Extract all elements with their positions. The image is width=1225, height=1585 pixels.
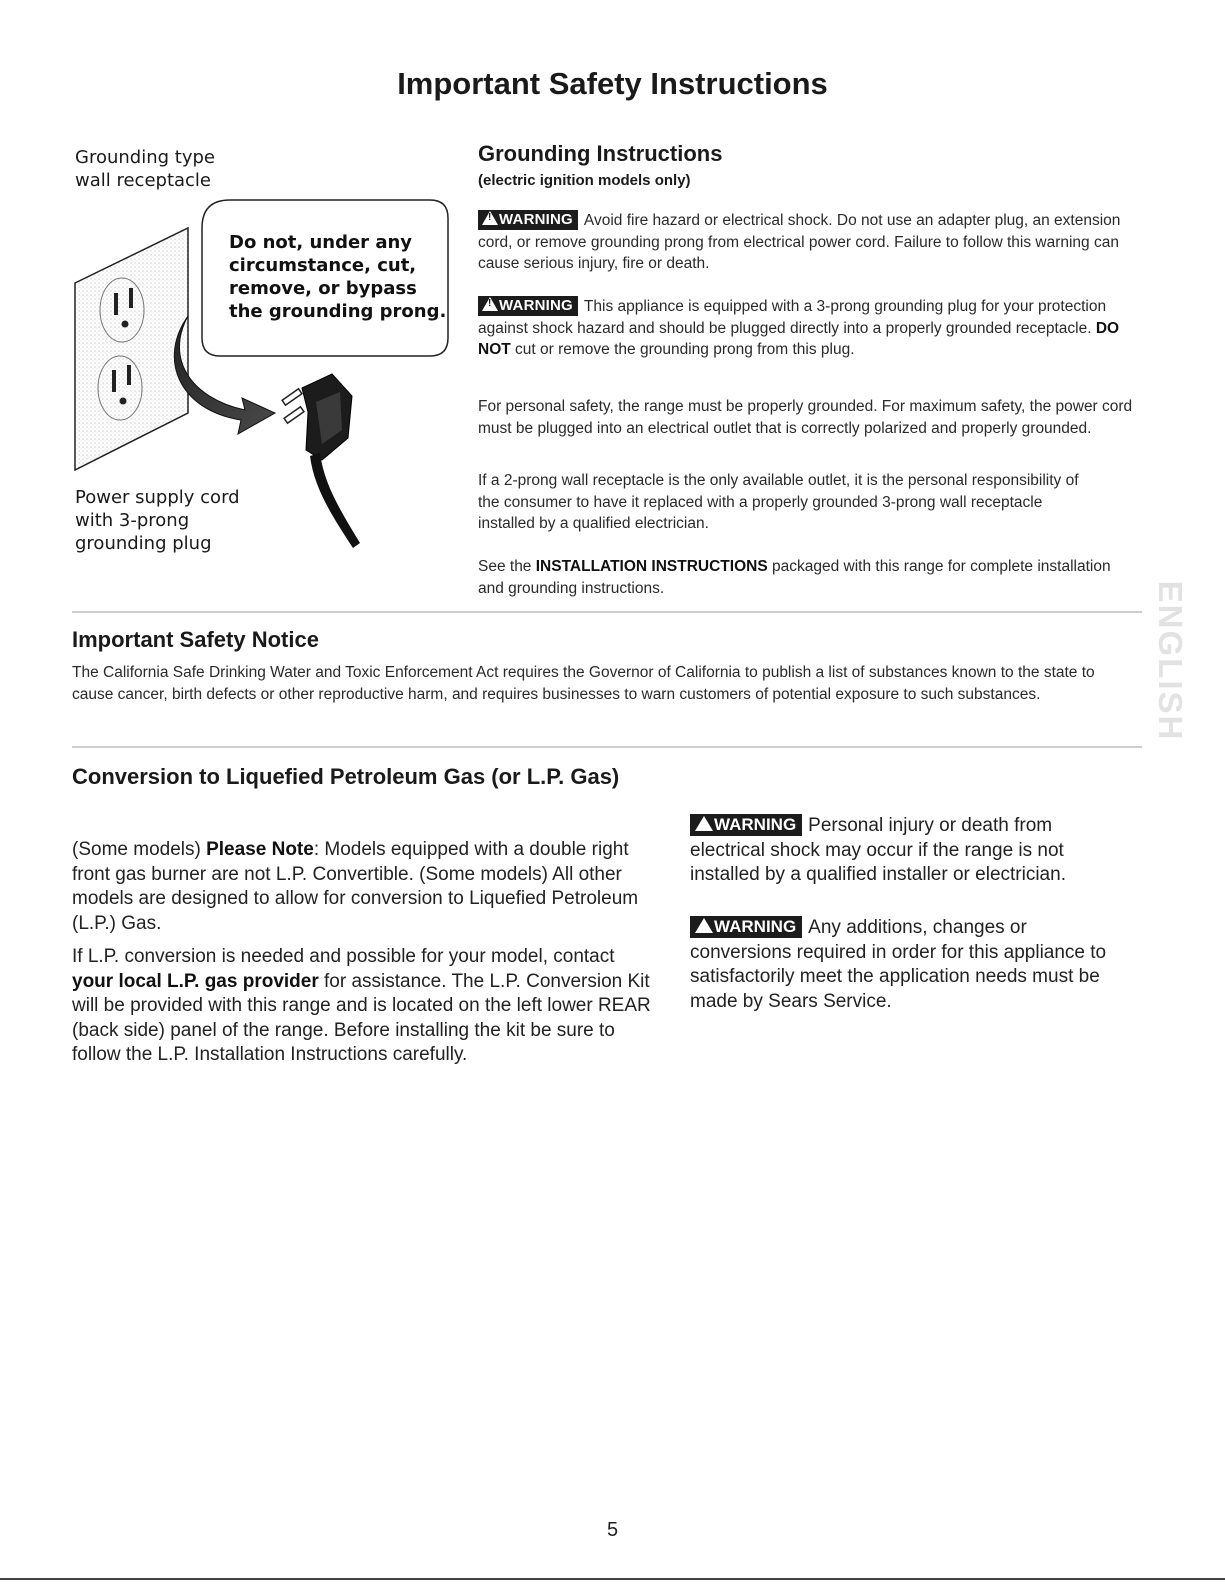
warning-triangle-icon <box>695 918 713 933</box>
warning-badge <box>478 210 578 230</box>
warning-triangle-icon <box>482 297 498 311</box>
warning-text: Any additions, changes or conversions required in order for this appliance to satisfactorily meet the application needs must be made by Sears Service. <box>690 917 1107 1012</box>
page-number: 5 <box>606 1519 619 1541</box>
callout-text <box>229 231 446 323</box>
receptacle-label-line: wall receptacle <box>75 170 212 191</box>
callout-line: circumstance, cut, <box>229 255 417 276</box>
notice-text: The California Safe Drinking Water and Toxic Enforcement Act requires the Governor of California to publish a list of substances known to the state to cause cancer, birth defects or other reproductive harm, and requires businesses to warn customers of potential exposure to such substances. <box>72 664 1095 703</box>
warning-text: cut or remove the grounding prong from this plug. <box>515 341 855 358</box>
para-text: packaged with this range for complete installation and grounding instructions. <box>478 558 1111 597</box>
grounding-heading: Grounding Instructions <box>478 141 723 166</box>
receptacle-label-line: Grounding type <box>75 147 215 168</box>
warning-label: WARNING <box>714 917 797 936</box>
warning-text: Avoid fire hazard or electrical shock. Do not use an adapter plug, an extension cord, or remove grounding prong from electrical power cord. Failure to follow this warning can cause serious injury, fire or death. <box>478 212 1121 272</box>
grounding-paragraph-1: For personal safety, the range must be properly grounded. For maximum safety, the power cord must be plugged into an electrical outlet that is correctly polarized and properly grounded. <box>478 398 1133 437</box>
warning-text: Personal injury or death from electrical shock may occur if the range is not installed by a qualified installer or electrician. <box>690 815 1066 885</box>
warning-emphasis: DO NOT <box>478 319 1120 358</box>
cord-label-line: Power supply cord <box>75 487 240 508</box>
notice-heading: Important Safety Notice <box>72 627 319 652</box>
para-text: for assistance. The L.P. Conversion Kit will be provided with this range and is located on the left lower REAR (back side) panel of the range. Before installing the kit be sure to follow the L.P. Installation Instructions carefully. <box>72 970 651 1065</box>
grounding-warning-1 <box>478 210 1148 275</box>
para-text: (Some models) <box>72 839 201 860</box>
installation-instructions-emphasis: INSTALLATION INSTRUCTIONS <box>535 558 768 575</box>
callout-line: remove, or bypass <box>229 278 417 299</box>
warning-label: WARNING <box>499 297 573 314</box>
side-tab-label: ENGLISH <box>1152 580 1189 742</box>
lp-warning-1 <box>690 814 1130 888</box>
receptacle-label <box>75 146 215 192</box>
please-note-emphasis: Please Note <box>206 839 314 860</box>
warning-label: WARNING <box>714 815 797 834</box>
cord-label <box>75 486 240 555</box>
warning-badge <box>478 296 578 316</box>
warning-badge <box>690 916 802 938</box>
grounding-warning-2 <box>478 296 1143 361</box>
page-title: Important Safety Instructions <box>397 66 828 101</box>
plug-icon <box>282 374 360 548</box>
gas-provider-emphasis: your local L.P. gas provider <box>72 970 319 992</box>
callout-line: Do not, under any <box>229 232 413 253</box>
divider <box>72 746 1142 748</box>
grounding-paragraph-3 <box>478 556 1128 599</box>
lp-heading: Conversion to Liquefied Petroleum Gas (or L.P. Gas) <box>72 764 620 789</box>
warning-label: WARNING <box>499 211 573 228</box>
warning-triangle-icon <box>482 211 498 225</box>
lp-paragraph-1 <box>72 838 657 936</box>
cord-label-line: grounding plug <box>75 533 212 554</box>
warning-text: This appliance is equipped with a 3-prong grounding plug for your protection against shock hazard and should be plugged directly into a properly grounded receptacle. <box>478 298 1107 337</box>
bottom-rule <box>0 1578 1225 1580</box>
language-side-tab <box>1150 574 1189 744</box>
para-text: See the <box>478 558 532 575</box>
divider <box>72 611 1142 613</box>
para-text: If L.P. conversion is needed and possible for your model, contact <box>72 946 615 967</box>
warning-badge <box>690 814 802 836</box>
lp-warning-2 <box>690 916 1130 1014</box>
grounding-paragraph-2: If a 2-prong wall receptacle is the only available outlet, it is the personal responsibility of the consumer to have it replaced with a properly grounded 3-prong wall receptacle installed by a qualified electrician. <box>478 472 1079 532</box>
cord-label-line: with 3-prong <box>75 510 190 531</box>
lp-paragraph-2 <box>72 945 657 1068</box>
wall-receptacle-icon <box>75 228 188 470</box>
callout-line: the grounding prong. <box>229 301 447 322</box>
para-text: : Models equipped with a double right front gas burner are not L.P. Convertible. (Some models) All other models are designed to allow for conversion to Liquefied Petroleum (L.P.) Gas. <box>72 839 639 934</box>
grounding-subheading: (electric ignition models only) <box>478 172 691 189</box>
warning-triangle-icon <box>695 816 713 831</box>
